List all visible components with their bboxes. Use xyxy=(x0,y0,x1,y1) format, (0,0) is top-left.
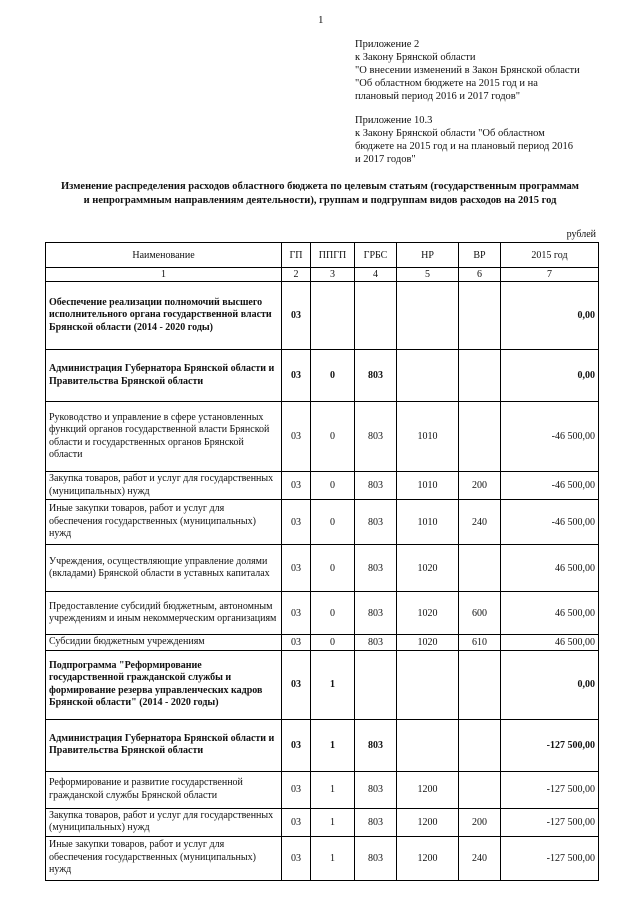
row-vr xyxy=(459,545,501,592)
row-grbs: 803 xyxy=(355,635,397,651)
row-name: Обеспечение реализации полномочий высшего исполнительного органа государственной власти Брянской области (2014 - 2020 годы) xyxy=(46,282,282,350)
row-nr: 1020 xyxy=(397,545,459,592)
row-gp: 03 xyxy=(282,650,311,719)
row-nr: 1020 xyxy=(397,635,459,651)
row-ppgp: 0 xyxy=(311,592,355,635)
row-name: Закупка товаров, работ и услуг для государственных (муниципальных) нужд xyxy=(46,808,282,836)
column-number-row xyxy=(46,268,599,282)
column-number: 2 xyxy=(282,268,311,282)
column-number: 6 xyxy=(459,268,501,282)
row-vr: 240 xyxy=(459,500,501,545)
annex-line: Приложение 2 xyxy=(355,39,420,50)
row-vr xyxy=(459,719,501,771)
row-name: Иные закупки товаров, работ и услуг для обеспечения государственных (муниципальных) нужд xyxy=(46,500,282,545)
column-header-gp: ГП xyxy=(282,243,311,268)
annex-line: Приложение 10.3 xyxy=(355,115,433,126)
column-header-ppgp: ППГП xyxy=(311,243,355,268)
row-gp: 03 xyxy=(282,282,311,350)
row-nr: 1010 xyxy=(397,500,459,545)
row-gp: 03 xyxy=(282,350,311,402)
document-title: Изменение распределения расходов областного бюджета по целевым статьям (государственным программам и непрограммным направлениям деятельности), группам и подгруппам видов расходов на 2015 год xyxy=(61,181,579,206)
row-nr: 1010 xyxy=(397,472,459,500)
column-header-nr: НР xyxy=(397,243,459,268)
row-gp: 03 xyxy=(282,592,311,635)
row-grbs: 803 xyxy=(355,472,397,500)
row-gp: 03 xyxy=(282,545,311,592)
table-row xyxy=(46,635,599,651)
row-amount: -127 500,00 xyxy=(501,719,599,771)
table-row xyxy=(46,500,599,545)
row-vr xyxy=(459,650,501,719)
annex-line: бюджете на 2015 год и на плановый период 2016 xyxy=(355,141,573,152)
row-grbs: 803 xyxy=(355,719,397,771)
row-name: Руководство и управление в сфере установленных функций органов государственной власти Брянской области и государственных органов Брянской области xyxy=(46,402,282,472)
row-name: Предоставление субсидий бюджетным, автономным учреждениям и иным некоммерческим организациям xyxy=(46,592,282,635)
annex-line: и 2017 годов" xyxy=(355,154,416,165)
table-row xyxy=(46,719,599,771)
budget-table xyxy=(45,242,599,881)
row-amount: -46 500,00 xyxy=(501,500,599,545)
row-ppgp xyxy=(311,282,355,350)
row-nr: 1010 xyxy=(397,402,459,472)
annex-line: плановый период 2016 и 2017 годов" xyxy=(355,91,521,102)
column-header-vr: ВР xyxy=(459,243,501,268)
table-row xyxy=(46,350,599,402)
row-grbs: 803 xyxy=(355,402,397,472)
annex-line: "Об областном бюджете на 2015 год и на xyxy=(355,78,538,89)
row-amount: 46 500,00 xyxy=(501,592,599,635)
row-grbs: 803 xyxy=(355,545,397,592)
row-nr xyxy=(397,719,459,771)
row-nr: 1020 xyxy=(397,592,459,635)
row-gp: 03 xyxy=(282,808,311,836)
row-amount: 46 500,00 xyxy=(501,635,599,651)
column-number: 3 xyxy=(311,268,355,282)
row-grbs xyxy=(355,650,397,719)
row-name: Субсидии бюджетным учреждениям xyxy=(46,635,282,651)
row-amount: 0,00 xyxy=(501,282,599,350)
row-grbs: 803 xyxy=(355,836,397,880)
row-name: Иные закупки товаров, работ и услуг для обеспечения государственных (муниципальных) нужд xyxy=(46,836,282,880)
table-row xyxy=(46,282,599,350)
column-number: 7 xyxy=(501,268,599,282)
column-number: 5 xyxy=(397,268,459,282)
row-ppgp: 0 xyxy=(311,402,355,472)
row-gp: 03 xyxy=(282,402,311,472)
row-name: Подпрограмма "Реформирование государственной гражданской службы и формирование резерва управленческих кадров Брянской области" (2014 - 2020 годы) xyxy=(46,650,282,719)
row-ppgp: 0 xyxy=(311,472,355,500)
row-name: Администрация Губернатора Брянской области и Правительства Брянской области xyxy=(46,350,282,402)
row-gp: 03 xyxy=(282,500,311,545)
row-amount: -127 500,00 xyxy=(501,808,599,836)
row-name: Учреждения, осуществляющие управление долями (вкладами) Брянской области в уставных капиталах xyxy=(46,545,282,592)
row-ppgp: 1 xyxy=(311,836,355,880)
row-amount: -46 500,00 xyxy=(501,402,599,472)
row-gp: 03 xyxy=(282,635,311,651)
row-ppgp: 0 xyxy=(311,545,355,592)
row-ppgp: 1 xyxy=(311,808,355,836)
row-amount: 46 500,00 xyxy=(501,545,599,592)
table-row xyxy=(46,650,599,719)
row-vr: 600 xyxy=(459,592,501,635)
row-name: Реформирование и развитие государственной гражданской службы Брянской области xyxy=(46,771,282,808)
row-amount: 0,00 xyxy=(501,650,599,719)
row-vr xyxy=(459,771,501,808)
row-vr: 240 xyxy=(459,836,501,880)
row-nr xyxy=(397,282,459,350)
row-gp: 03 xyxy=(282,836,311,880)
table-body xyxy=(46,282,599,881)
row-gp: 03 xyxy=(282,771,311,808)
row-grbs: 803 xyxy=(355,808,397,836)
page-number: 1 xyxy=(318,14,324,26)
row-grbs: 803 xyxy=(355,350,397,402)
column-number: 1 xyxy=(46,268,282,282)
annex-line: к Закону Брянской области xyxy=(355,52,476,63)
row-vr: 610 xyxy=(459,635,501,651)
row-grbs: 803 xyxy=(355,771,397,808)
row-ppgp: 0 xyxy=(311,635,355,651)
table-row xyxy=(46,545,599,592)
row-ppgp: 1 xyxy=(311,719,355,771)
row-vr: 200 xyxy=(459,808,501,836)
table-row xyxy=(46,592,599,635)
row-nr: 1200 xyxy=(397,808,459,836)
row-name: Администрация Губернатора Брянской области и Правительства Брянской области xyxy=(46,719,282,771)
table-row xyxy=(46,836,599,880)
row-nr: 1200 xyxy=(397,771,459,808)
row-vr xyxy=(459,350,501,402)
row-name: Закупка товаров, работ и услуг для государственных (муниципальных) нужд xyxy=(46,472,282,500)
row-amount: -46 500,00 xyxy=(501,472,599,500)
row-nr: 1200 xyxy=(397,836,459,880)
row-amount: -127 500,00 xyxy=(501,836,599,880)
table-row xyxy=(46,402,599,472)
row-nr xyxy=(397,350,459,402)
row-ppgp: 1 xyxy=(311,650,355,719)
table-row xyxy=(46,472,599,500)
annex-line: к Закону Брянской области "Об областном xyxy=(355,128,545,139)
row-grbs: 803 xyxy=(355,500,397,545)
annex-line: "О внесении изменений в Закон Брянской области xyxy=(355,65,580,76)
row-grbs xyxy=(355,282,397,350)
row-ppgp: 0 xyxy=(311,500,355,545)
row-ppgp: 1 xyxy=(311,771,355,808)
column-header-amount: 2015 год xyxy=(501,243,599,268)
row-amount: -127 500,00 xyxy=(501,771,599,808)
row-gp: 03 xyxy=(282,472,311,500)
row-nr xyxy=(397,650,459,719)
annex-2-header xyxy=(355,38,605,103)
column-number: 4 xyxy=(355,268,397,282)
column-header-name: Наименование xyxy=(46,243,282,268)
row-vr xyxy=(459,402,501,472)
row-ppgp: 0 xyxy=(311,350,355,402)
units-label: рублей xyxy=(566,229,596,240)
row-gp: 03 xyxy=(282,719,311,771)
row-vr: 200 xyxy=(459,472,501,500)
annex-10-3-header xyxy=(355,114,605,166)
column-header-grbs: ГРБС xyxy=(355,243,397,268)
table-row xyxy=(46,771,599,808)
row-amount: 0,00 xyxy=(501,350,599,402)
row-vr xyxy=(459,282,501,350)
header-row xyxy=(46,243,599,268)
row-grbs: 803 xyxy=(355,592,397,635)
table-row xyxy=(46,808,599,836)
